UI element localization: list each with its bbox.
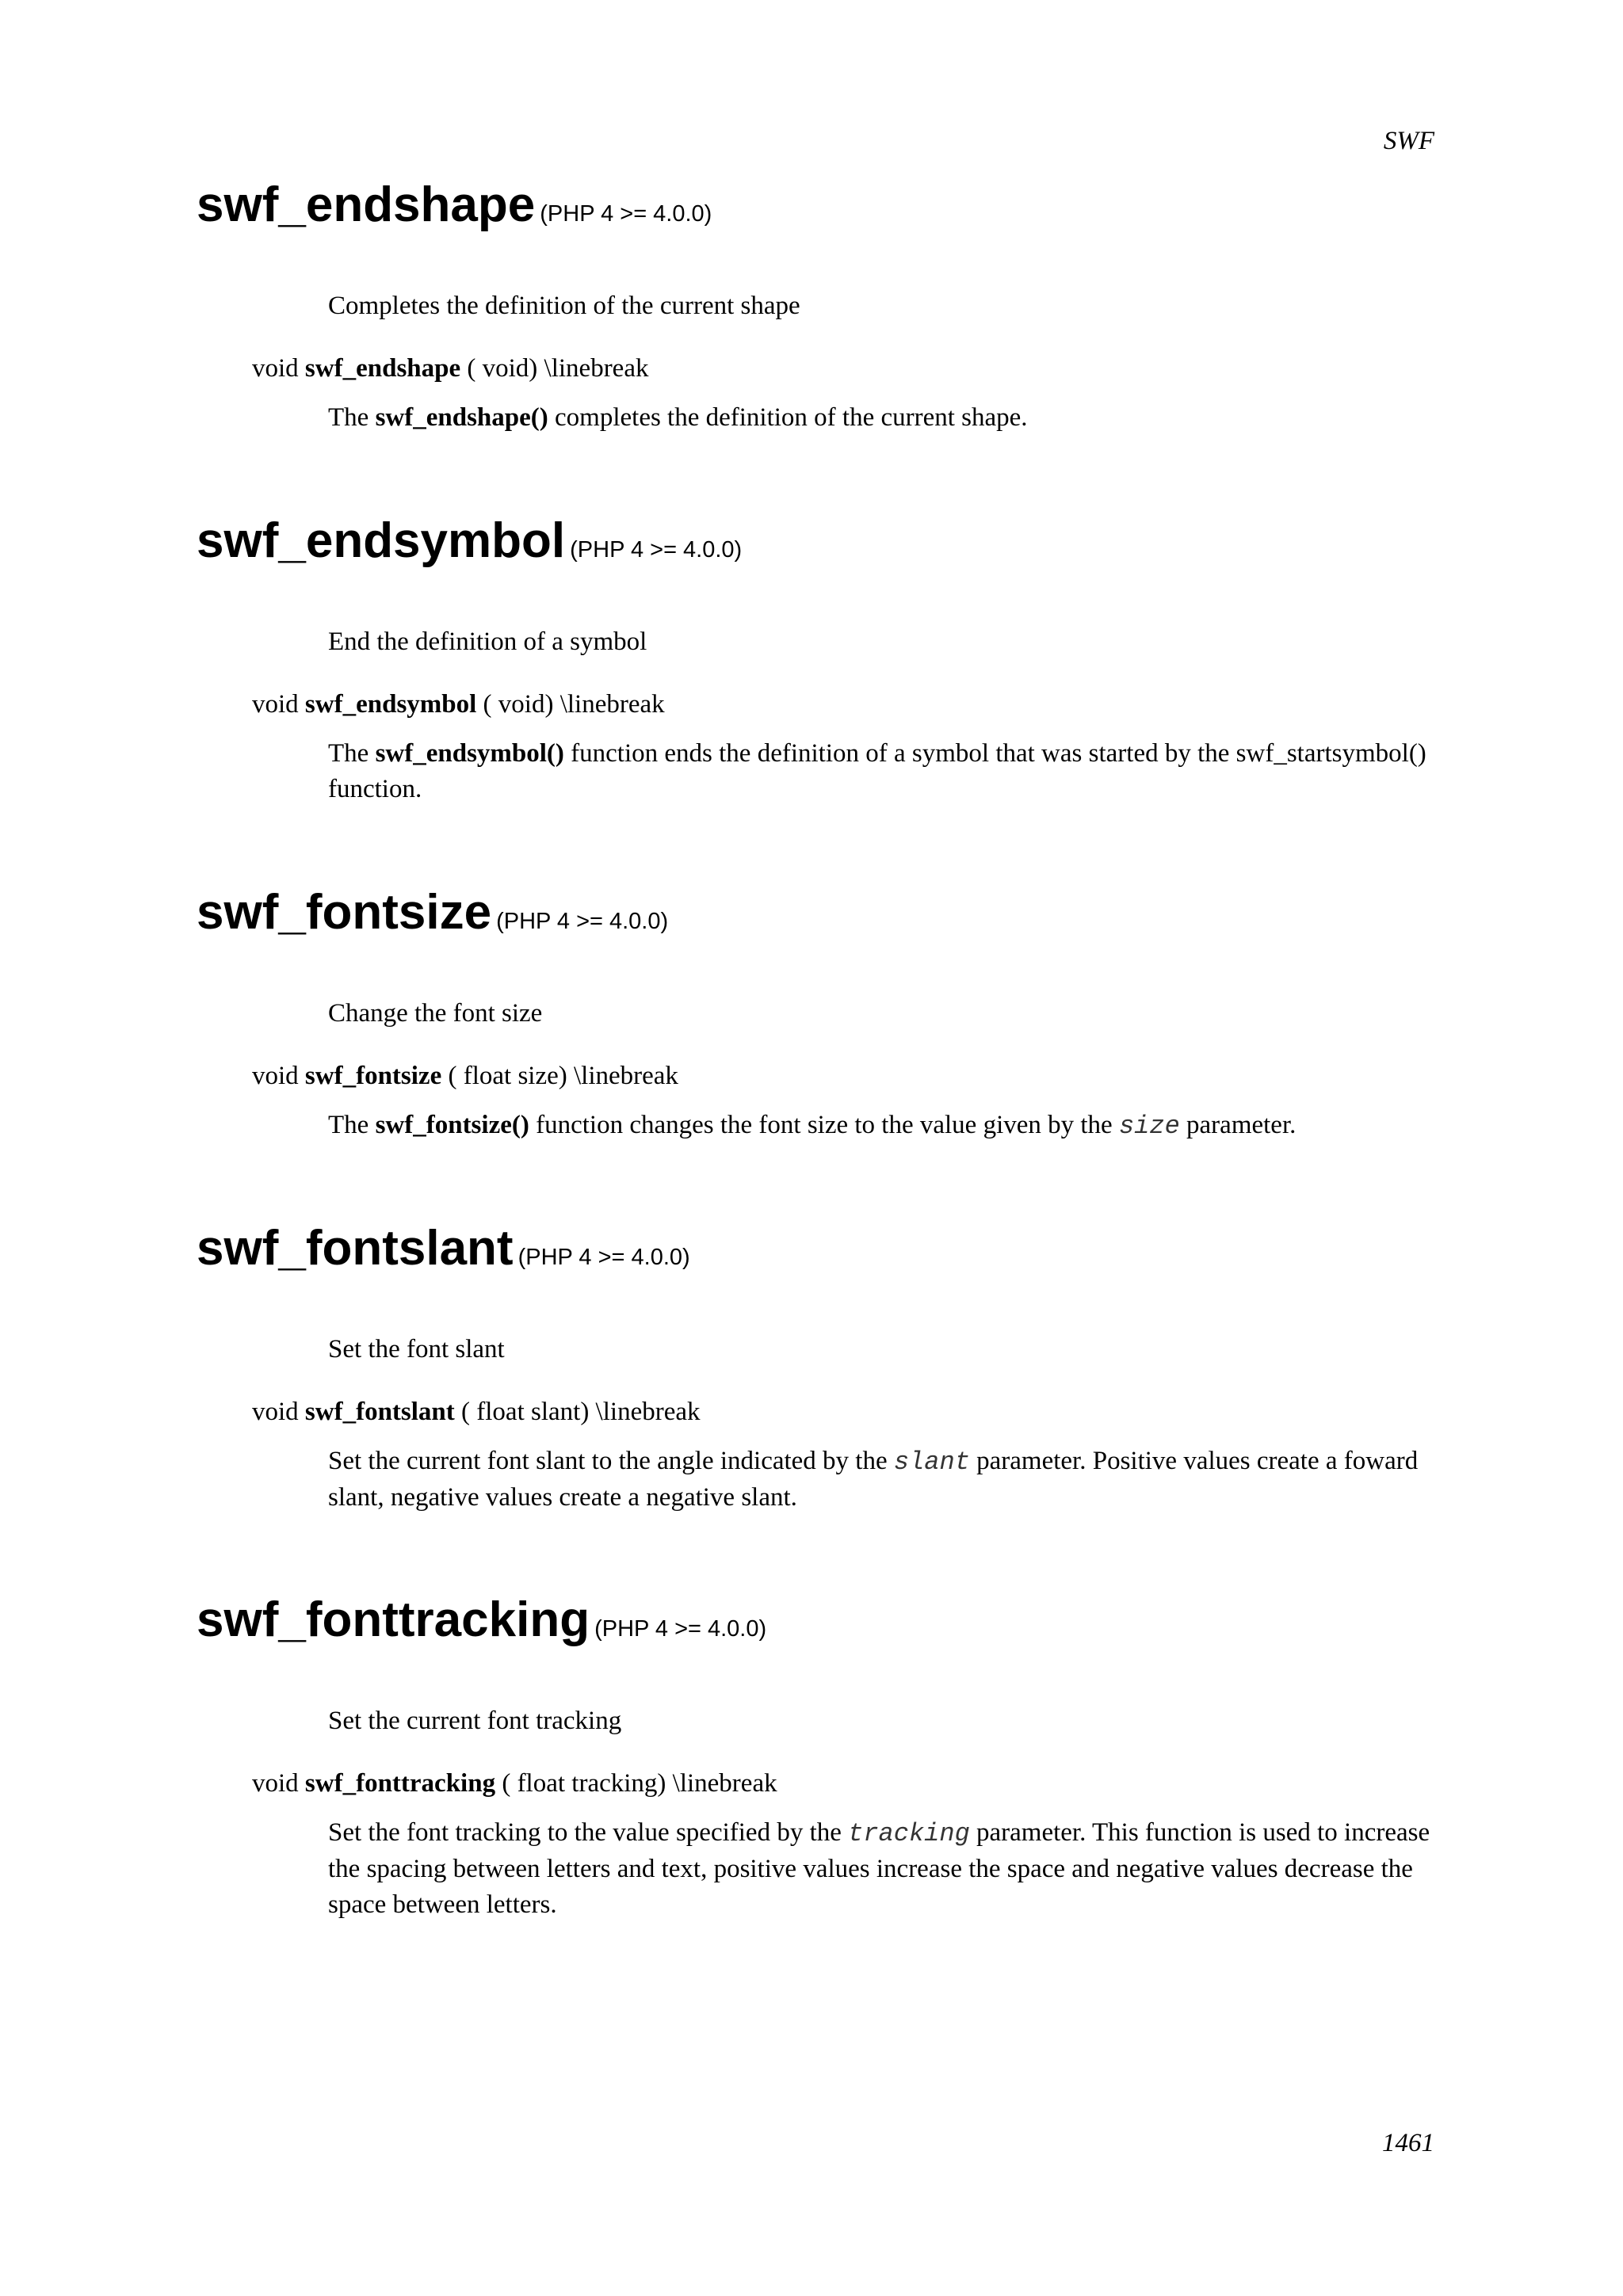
return-type: void bbox=[252, 690, 299, 719]
entry-swf-endsymbol bbox=[197, 513, 1441, 803]
function-name: swf_endshape bbox=[197, 177, 536, 232]
return-type: void bbox=[252, 354, 299, 383]
synopsis-function-name: swf_fonttracking bbox=[304, 1769, 496, 1798]
description-function-ref: swf_endshape() bbox=[375, 403, 548, 432]
description-text: function ends the definition of a symbol that was started by the swf_startsymbol() function. bbox=[328, 739, 1426, 803]
function-purpose: Set the font slant bbox=[328, 1335, 505, 1363]
function-purpose: End the definition of a symbol bbox=[328, 627, 647, 656]
synopsis-args: ( void) \linebreak bbox=[467, 354, 649, 383]
synopsis-args: ( float slant) \linebreak bbox=[461, 1398, 701, 1426]
synopsis-function-name: swf_fontsize bbox=[304, 1062, 442, 1090]
function-description bbox=[328, 1444, 1441, 1516]
synopsis-function-name: swf_fontslant bbox=[304, 1398, 455, 1426]
running-header-title: SWF bbox=[1383, 127, 1434, 155]
function-name: swf_fontsize bbox=[197, 885, 492, 940]
description-lead: The bbox=[328, 1111, 369, 1139]
function-purpose: Set the current font tracking bbox=[328, 1707, 622, 1735]
synopsis-function-name: swf_endsymbol bbox=[304, 690, 477, 719]
synopsis-args: ( float tracking) \linebreak bbox=[502, 1769, 777, 1798]
php-version: (PHP 4 >= 4.0.0) bbox=[517, 1245, 690, 1270]
description-function-ref: swf_fontsize() bbox=[375, 1111, 529, 1139]
function-synopsis bbox=[252, 1766, 777, 1802]
php-version: (PHP 4 >= 4.0.0) bbox=[570, 537, 743, 563]
function-name: swf_endsymbol bbox=[197, 513, 566, 568]
return-type: void bbox=[252, 1062, 299, 1090]
entry-swf-fontsize bbox=[197, 885, 1441, 1141]
function-name: swf_fonttracking bbox=[197, 1592, 590, 1647]
entry-title bbox=[197, 1221, 1441, 1276]
return-type: void bbox=[252, 1769, 299, 1798]
entry-swf-endshape bbox=[197, 177, 1441, 432]
description-text-end: parameter. bbox=[1186, 1111, 1296, 1139]
description-lead: The bbox=[328, 739, 369, 768]
php-version: (PHP 4 >= 4.0.0) bbox=[594, 1616, 767, 1642]
synopsis-args: ( float size) \linebreak bbox=[448, 1062, 678, 1090]
function-name: swf_fontslant bbox=[197, 1221, 514, 1276]
function-purpose: Change the font size bbox=[328, 999, 543, 1028]
description-function-ref: swf_endsymbol() bbox=[375, 739, 564, 768]
description-parameter: slant bbox=[893, 1447, 970, 1477]
function-purpose: Completes the definition of the current shape bbox=[328, 292, 800, 320]
description-text: Set the current font slant to the angle indicated by the bbox=[328, 1447, 888, 1475]
entry-title bbox=[197, 177, 1441, 232]
synopsis-args: ( void) \linebreak bbox=[483, 690, 665, 719]
synopsis-function-name: swf_endshape bbox=[304, 354, 461, 383]
description-text-end: parameter. This function is used to increase the spacing between letters and text, positive values increase the space and negative values decrease the space between letters. bbox=[328, 1818, 1430, 1919]
function-description bbox=[328, 400, 1441, 436]
description-text-end: parameter. Positive values create a foward slant, negative values create a negative slant. bbox=[328, 1447, 1419, 1512]
entry-title bbox=[197, 1592, 1441, 1647]
entry-title bbox=[197, 885, 1441, 940]
php-version: (PHP 4 >= 4.0.0) bbox=[496, 909, 669, 934]
php-version: (PHP 4 >= 4.0.0) bbox=[540, 201, 712, 227]
function-synopsis bbox=[252, 687, 665, 723]
description-parameter: tracking bbox=[848, 1819, 970, 1848]
function-description bbox=[328, 736, 1441, 807]
entry-swf-fonttracking bbox=[197, 1592, 1441, 1919]
entry-swf-fontslant bbox=[197, 1221, 1441, 1512]
description-lead: The bbox=[328, 403, 369, 432]
function-description bbox=[328, 1108, 1441, 1144]
description-text: function changes the font size to the value given by the bbox=[536, 1111, 1113, 1139]
return-type: void bbox=[252, 1398, 299, 1426]
page-number: 1461 bbox=[1382, 2129, 1434, 2157]
function-synopsis bbox=[252, 351, 648, 387]
function-description bbox=[328, 1815, 1441, 1923]
description-text: Set the font tracking to the value specified by the bbox=[328, 1818, 842, 1847]
function-synopsis bbox=[252, 1058, 678, 1094]
description-text: completes the definition of the current shape. bbox=[555, 403, 1028, 432]
entry-title bbox=[197, 513, 1441, 568]
function-synopsis bbox=[252, 1394, 701, 1430]
description-parameter: size bbox=[1118, 1112, 1180, 1141]
